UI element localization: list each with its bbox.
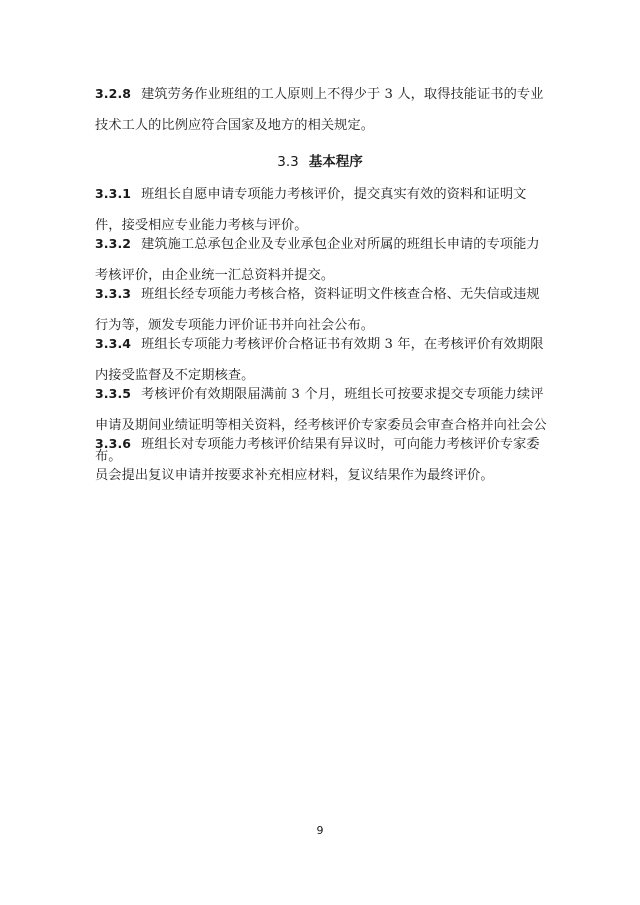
clause-3-3-6 [95, 428, 547, 491]
clause-text: 建筑劳务作业班组的工人原则上不得少于 3 人，取得技能证书的专业技术工人的比例应符合国家及地方的相关规定。 [95, 87, 544, 133]
clause-number: 3.3.1 [95, 186, 132, 201]
clause-number: 3.3.5 [95, 386, 132, 401]
clause-text: 班组长自愿申请专项能力考核评价，提交真实有效的资料和证明文件，接受相应专业能力考核与评价。 [95, 187, 527, 233]
clause-number: 3.3.6 [95, 436, 132, 451]
clause-text: 班组长经专项能力考核合格，资料证明文件核查合格、无失信或违规行为等，颁发专项能力评价证书并向社会公布。 [95, 287, 540, 333]
clause-number: 3.3.4 [95, 336, 132, 351]
clause-text: 班组长对专项能力考核评价结果有异议时，可向能力考核评价专家委员会提出复议申请并按要求补充相应材料，复议结果作为最终评价。 [95, 437, 540, 483]
clause-number: 3.3.3 [95, 286, 132, 301]
section-heading [0, 152, 640, 172]
clause-3-2-8 [95, 78, 547, 141]
page-number: 9 [316, 824, 324, 837]
clause-text: 班组长专项能力考核评价合格证书有效期 3 年，在考核评价有效期限内接受监督及不定期核查。 [95, 337, 544, 383]
clause-text: 建筑施工总承包企业及专业承包企业对所属的班组长申请的专项能力考核评价，由企业统一汇总资料并提交。 [95, 237, 540, 283]
section-number: 3.3 [277, 154, 299, 170]
clause-number: 3.3.2 [95, 236, 132, 251]
clause-text: 考核评价有效期限届满前 3 个月，班组长可按要求提交专项能力续评申请及期间业绩证明等相关资料，经考核评价专家委员会审查合格并向社会公布。 [95, 387, 547, 464]
clause-number: 3.2.8 [95, 86, 132, 101]
section-title: 基本程序 [308, 154, 363, 170]
